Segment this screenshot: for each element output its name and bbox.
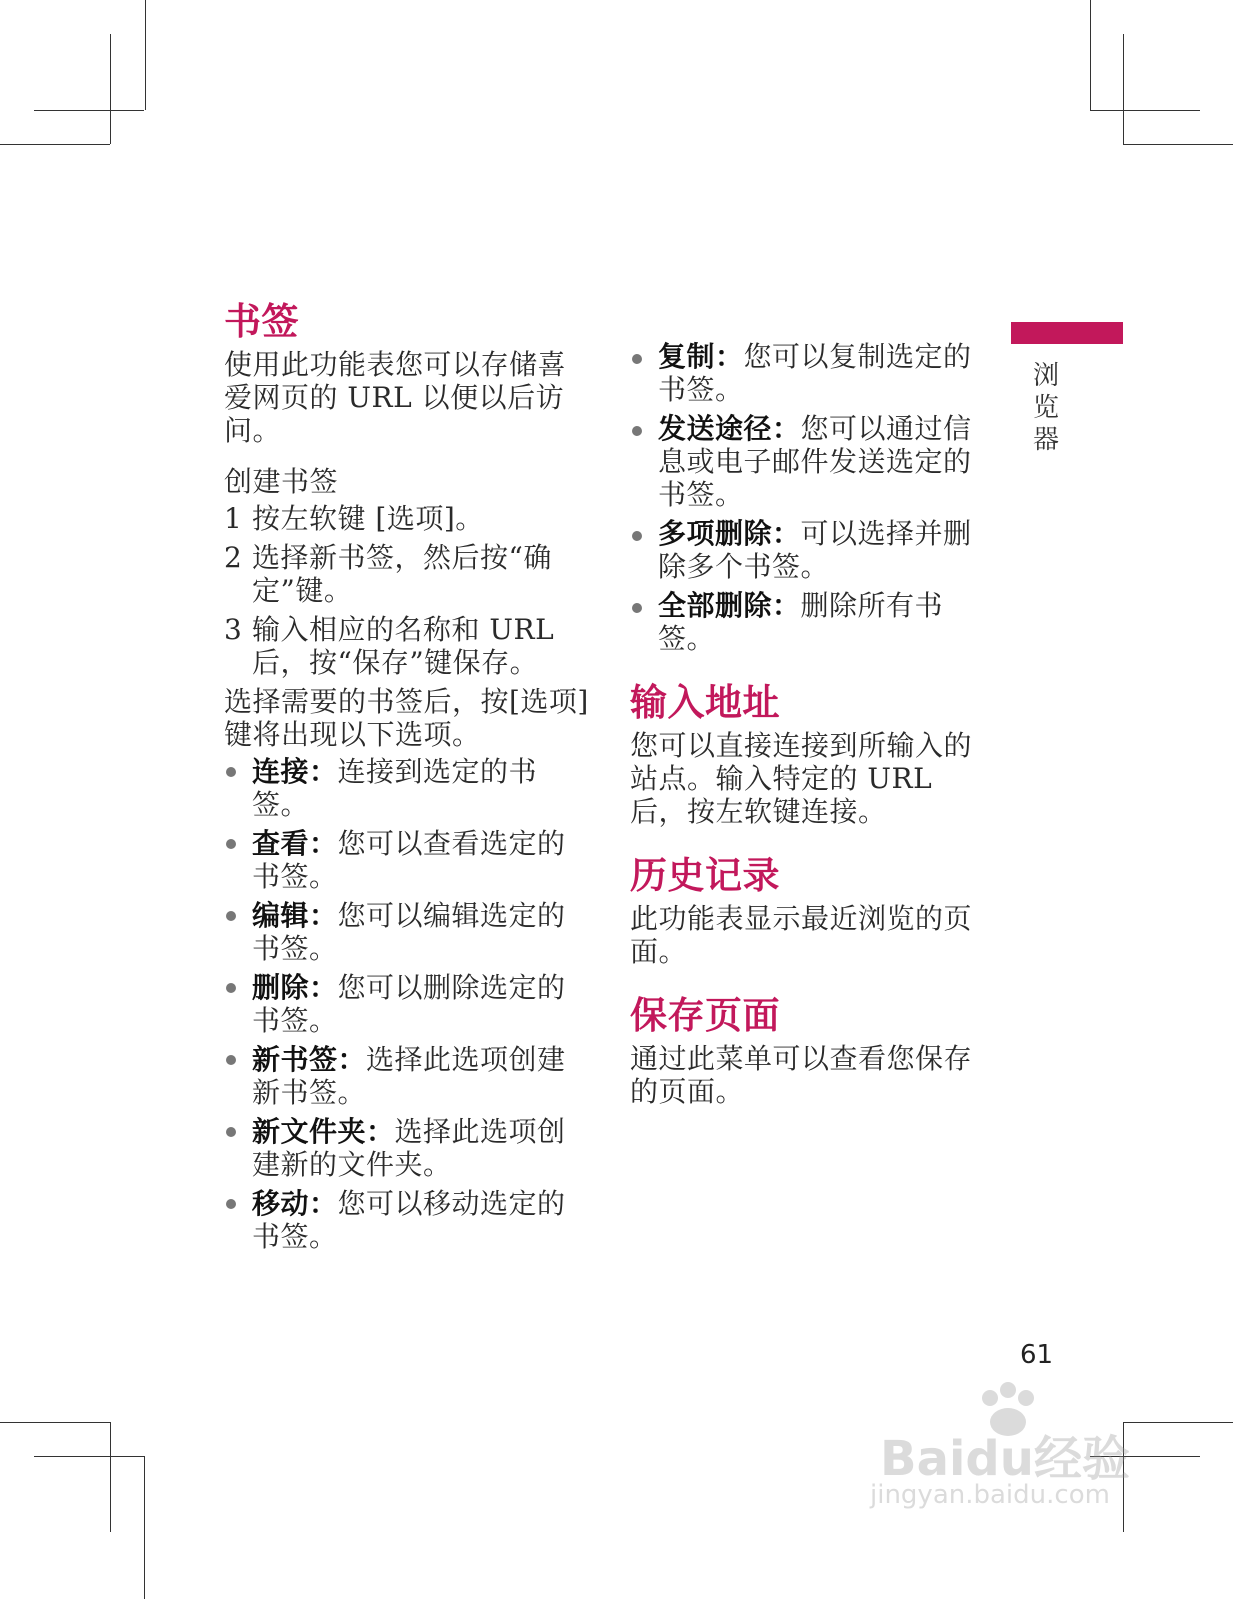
- list-item: [224, 827, 589, 893]
- bullet-icon: [226, 983, 236, 993]
- step-item: [224, 541, 589, 607]
- bullet-icon: [226, 1199, 236, 1209]
- step-text: 选择新书签，然后按“确定”键。: [252, 541, 552, 607]
- option-desc: 可以选择并删除多个书签。: [658, 517, 972, 583]
- list-item: [224, 1043, 589, 1109]
- option-term: 全部删除：: [658, 589, 801, 622]
- section-body: 您可以直接连接到所输入的站点。输入特定的 URL 后，按左软键连接。: [630, 729, 973, 828]
- create-bookmark-heading: 创建书签: [224, 465, 339, 498]
- option-term: 复制：: [658, 340, 744, 373]
- section-body: 通过此菜单可以查看您保存的页面。: [630, 1042, 973, 1108]
- option-desc: 您可以移动选定的书签。: [252, 1187, 566, 1253]
- bullet-icon: [226, 1127, 236, 1137]
- section-saved-pages: [630, 994, 995, 1108]
- option-term: 连接：: [252, 755, 338, 788]
- bookmark-options-list-cont: [630, 340, 995, 655]
- option-desc: 您可以通过信息或电子邮件发送选定的书签。: [658, 412, 972, 511]
- bullet-icon: [632, 603, 642, 613]
- bullet-icon: [226, 1055, 236, 1065]
- bullet-icon: [226, 839, 236, 849]
- section-title: 历史记录: [630, 854, 780, 897]
- list-item: [630, 412, 995, 511]
- left-column: [224, 300, 589, 1259]
- bullet-icon: [632, 426, 642, 436]
- bookmark-options-list: [224, 755, 589, 1253]
- list-item: [224, 971, 589, 1037]
- step-item: [224, 502, 589, 535]
- list-item: [224, 899, 589, 965]
- bullet-icon: [632, 531, 642, 541]
- section-enter-address: [630, 681, 995, 828]
- chapter-tab-bar: [1011, 322, 1123, 344]
- bullet-icon: [226, 911, 236, 921]
- step-item: [224, 613, 589, 679]
- option-term: 多项删除：: [658, 517, 801, 550]
- list-item: [630, 589, 995, 655]
- option-desc: 选择此选项创建新的文件夹。: [252, 1115, 566, 1181]
- option-term: 查看：: [252, 827, 338, 860]
- option-desc: 删除所有书签。: [658, 589, 944, 655]
- section-title: 保存页面: [630, 994, 780, 1037]
- option-desc: 您可以查看选定的书签。: [252, 827, 566, 893]
- option-desc: 连接到选定的书签。: [252, 755, 538, 821]
- section-history: [630, 854, 995, 968]
- option-term: 新文件夹：: [252, 1115, 395, 1148]
- option-desc: 选择此选项创建新书签。: [252, 1043, 566, 1109]
- list-item: [224, 1187, 589, 1253]
- page-number: 61: [1020, 1340, 1054, 1370]
- bullet-icon: [632, 354, 642, 364]
- right-column: [630, 340, 995, 1108]
- paw-icon: [970, 1380, 1050, 1440]
- bookmarks-title: 书签: [224, 300, 299, 343]
- step-number: 3: [224, 613, 243, 646]
- option-term: 删除：: [252, 971, 338, 1004]
- watermark-url: jingyan.baidu.com: [870, 1480, 1110, 1510]
- list-item: [224, 755, 589, 821]
- option-desc: 您可以编辑选定的书签。: [252, 899, 566, 965]
- step-number: 1: [224, 502, 243, 535]
- option-term: 发送途径：: [658, 412, 801, 445]
- option-term: 新书签：: [252, 1043, 367, 1076]
- chapter-tab-label: 浏览器: [1032, 361, 1059, 455]
- option-desc: 您可以删除选定的书签。: [252, 971, 566, 1037]
- list-item: [630, 340, 995, 406]
- bullet-icon: [226, 767, 236, 777]
- list-item: [224, 1115, 589, 1181]
- step-text: 输入相应的名称和 URL 后，按“保存”键保存。: [252, 613, 555, 679]
- option-desc: 您可以复制选定的书签。: [658, 340, 972, 406]
- watermark-brand: Baidu经验: [880, 1431, 1130, 1487]
- bookmarks-intro: 使用此功能表您可以存储喜爱网页的 URL 以便以后访问。: [224, 348, 567, 447]
- step-number: 2: [224, 541, 243, 574]
- section-body: 此功能表显示最近浏览的页面。: [630, 902, 973, 968]
- option-term: 编辑：: [252, 899, 338, 932]
- options-intro: 选择需要的书签后，按[选项]键将出现以下选项。: [224, 685, 589, 751]
- section-title: 输入地址: [630, 681, 780, 724]
- step-text: 按左软键 [选项]。: [252, 502, 484, 535]
- option-term: 移动：: [252, 1187, 338, 1220]
- list-item: [630, 517, 995, 583]
- watermark: [870, 1380, 1170, 1520]
